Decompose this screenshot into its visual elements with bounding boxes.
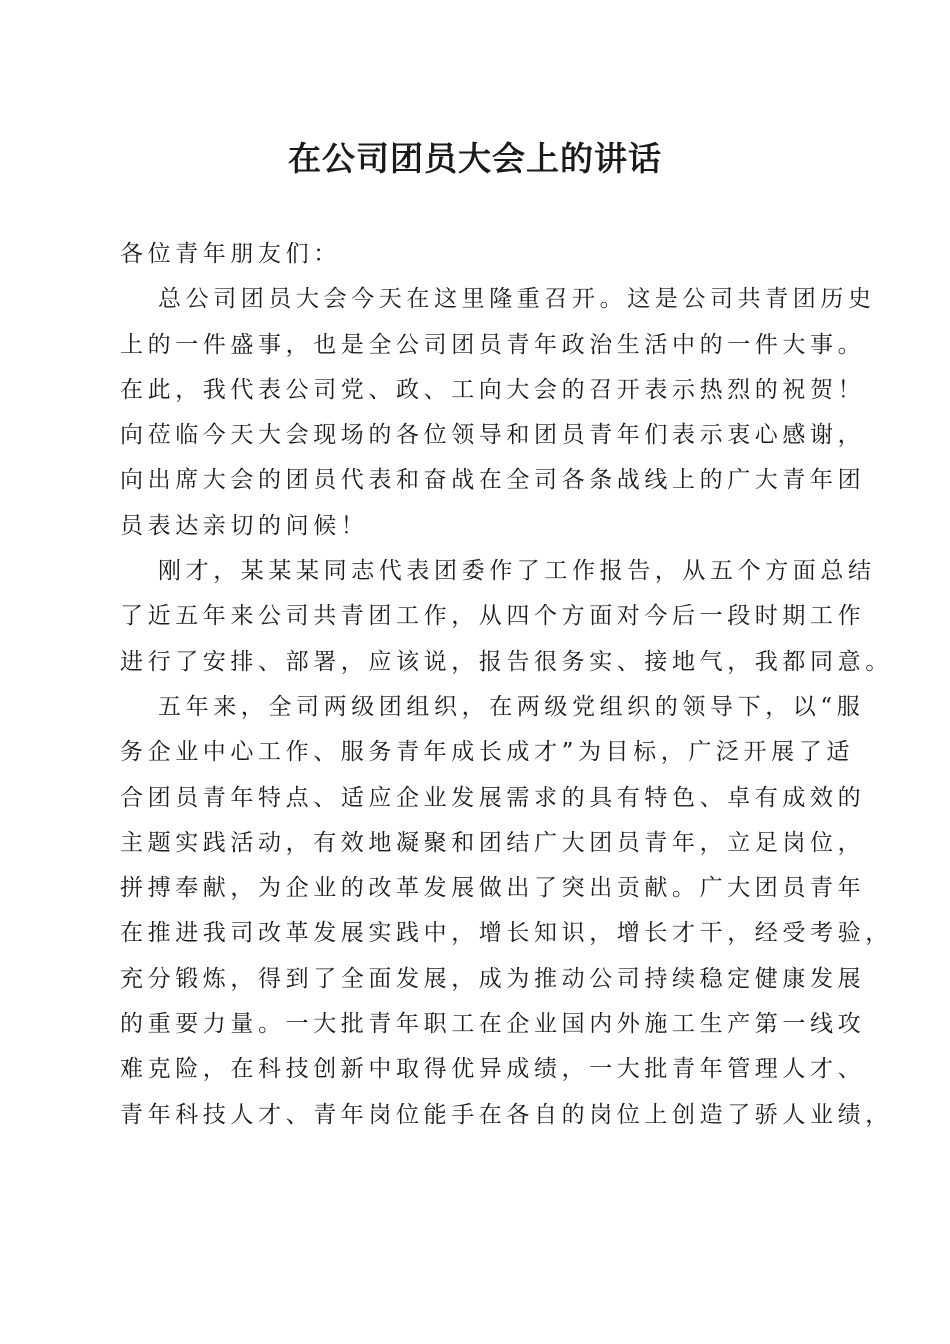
paragraph-line: 进行了安排、部署，应该说，报告很务实、接地气，我都同意。	[120, 648, 893, 675]
paragraph-line: 了近五年来公司共青团工作，从四个方面对今后一段时期工作	[120, 603, 866, 630]
paragraph-line: 上的一件盛事，也是全公司团员青年政治生活中的一件大事。	[120, 331, 866, 358]
paragraph-line: 刚才，某某某同志代表团委作了工作报告，从五个方面总结	[158, 558, 876, 585]
paragraph-line: 难克险，在科技创新中取得优异成绩，一大批青年管理人才、	[120, 1056, 866, 1083]
document-title: 在公司团员大会上的讲话	[288, 139, 662, 178]
paragraph-line: 充分锻炼，得到了全面发展，成为推动公司持续稳定健康发展	[120, 965, 866, 992]
paragraph-line: 务企业中心工作、服务青年成长成才”为目标，广泛开展了适	[120, 739, 854, 766]
document-body	[120, 232, 893, 1138]
paragraph-line: 五年来，全司两级团组织，在两级党组织的领导下，以“服	[158, 693, 865, 720]
paragraph-line: 拼搏奉献，为企业的改革发展做出了突出贡献。广大团员青年	[120, 875, 866, 902]
paragraph-line: 在推进我司改革发展实践中，增长知识，增长才干，经受考验，	[120, 920, 893, 947]
paragraph-line: 员表达亲切的问候！	[120, 512, 369, 539]
paragraph-line: 的重要力量。一大批青年职工在企业国内外施工生产第一线攻	[120, 1011, 866, 1038]
paragraph-line: 主题实践活动，有效地凝聚和团结广大团员青年，立足岗位，	[120, 829, 866, 856]
paragraph-line: 向出席大会的团员代表和奋战在全司各条战线上的广大青年团	[120, 467, 866, 494]
paragraph-line: 合团员青年特点、适应企业发展需求的具有特色、卓有成效的	[120, 784, 866, 811]
paragraph-line: 总公司团员大会今天在这里隆重召开。这是公司共青团历史	[158, 286, 876, 313]
paragraph-line: 向莅临今天大会现场的各位领导和团员青年们表示衷心感谢，	[120, 422, 866, 449]
paragraph-line: 在此，我代表公司党、政、工向大会的召开表示热烈的祝贺！	[120, 376, 866, 403]
salutation: 各位青年朋友们：	[120, 241, 341, 267]
paragraph-line: 青年科技人才、青年岗位能手在各自的岗位上创造了骄人业绩，	[120, 1101, 893, 1128]
